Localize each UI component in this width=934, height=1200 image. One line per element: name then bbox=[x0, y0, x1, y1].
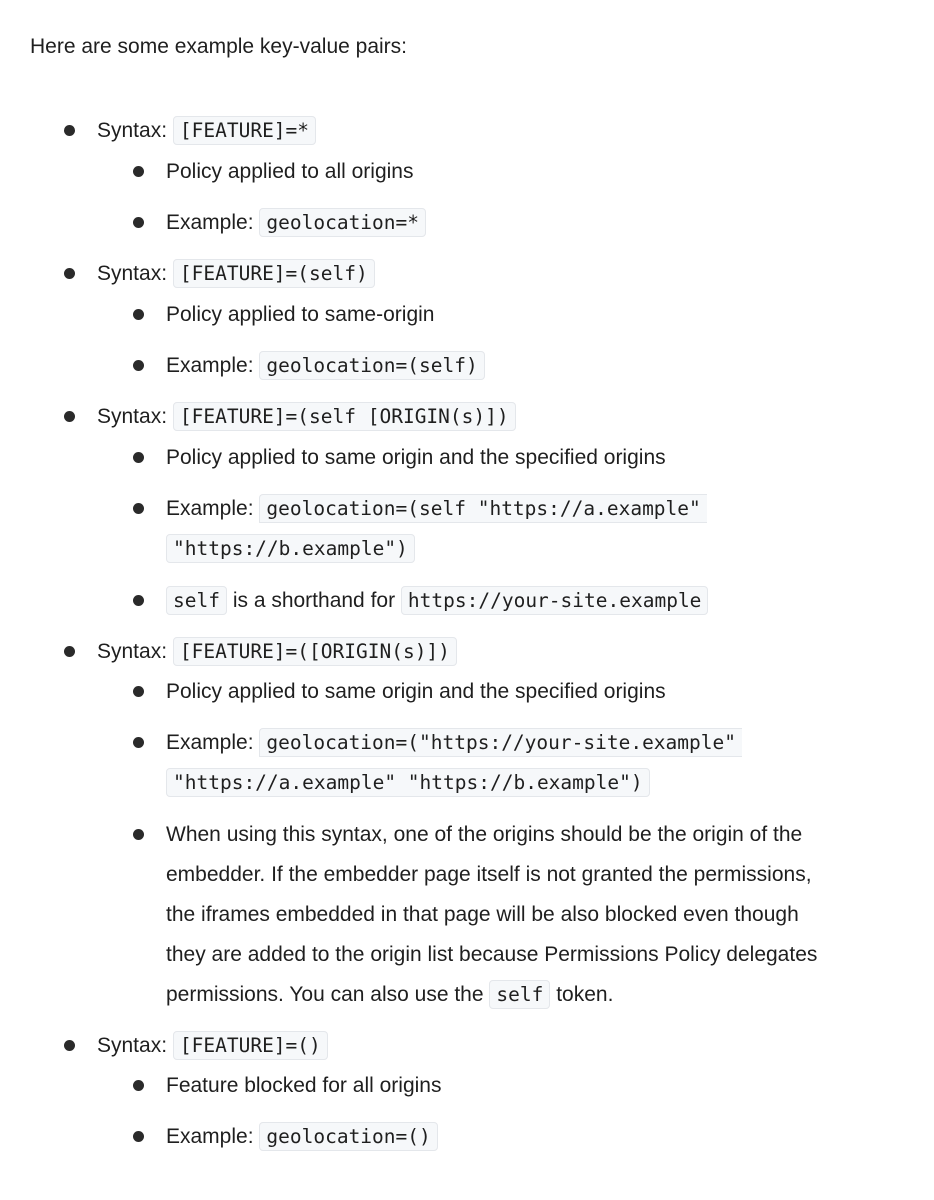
syntax-code: [FEATURE]=(self [ORIGIN(s)]) bbox=[173, 402, 516, 431]
description-line bbox=[166, 1071, 441, 1101]
syntax-line bbox=[97, 637, 457, 667]
syntax-label: Syntax: bbox=[97, 1034, 168, 1057]
syntax-line bbox=[97, 402, 516, 432]
paragraph-text: token. bbox=[556, 983, 614, 1006]
syntax-code: [FEATURE]=(self) bbox=[173, 259, 375, 288]
syntax-code: [FEATURE]=([ORIGIN(s)]) bbox=[173, 637, 457, 666]
bullet-icon bbox=[133, 737, 144, 748]
example-line bbox=[166, 351, 485, 381]
bullet-icon bbox=[133, 217, 144, 228]
example-line bbox=[166, 494, 707, 524]
bullet-icon bbox=[64, 411, 75, 422]
example-code: geolocation=* bbox=[259, 208, 426, 237]
example-line-continued bbox=[166, 768, 650, 798]
self-code: self bbox=[166, 586, 227, 615]
example-line bbox=[166, 1122, 438, 1152]
paragraph-text: the iframes embedded in that page will be also blocked even though bbox=[166, 903, 799, 926]
paragraph-line bbox=[166, 820, 802, 850]
syntax-code: [FEATURE]=* bbox=[173, 116, 316, 145]
description-text: Policy applied to same origin and the specified origins bbox=[166, 680, 666, 703]
description-line bbox=[166, 677, 666, 707]
example-code: geolocation=(self "https://a.example" bbox=[259, 494, 706, 523]
syntax-label: Syntax: bbox=[97, 119, 168, 142]
description-line bbox=[166, 157, 413, 187]
example-code: geolocation=(self) bbox=[259, 351, 484, 380]
description-text: Policy applied to same origin and the specified origins bbox=[166, 446, 666, 469]
site-code: https://your-site.example bbox=[401, 586, 709, 615]
example-label: Example: bbox=[166, 211, 254, 234]
syntax-label: Syntax: bbox=[97, 262, 168, 285]
example-label: Example: bbox=[166, 731, 254, 754]
paragraph-line bbox=[166, 860, 812, 890]
paragraph-line bbox=[166, 940, 817, 970]
description-text: Policy applied to all origins bbox=[166, 160, 414, 183]
example-label: Example: bbox=[166, 354, 254, 377]
paragraph-line bbox=[166, 900, 799, 930]
example-line-continued bbox=[166, 534, 415, 564]
example-code-continued: "https://b.example") bbox=[166, 534, 415, 563]
bullet-icon bbox=[133, 595, 144, 606]
description-text: Feature blocked for all origins bbox=[166, 1074, 442, 1097]
example-code: geolocation=("https://your-site.example" bbox=[259, 728, 742, 757]
bullet-icon bbox=[64, 1040, 75, 1051]
example-code: geolocation=() bbox=[259, 1122, 437, 1151]
paragraph-text: permissions. You can also use the bbox=[166, 983, 484, 1006]
shorthand-text: is a shorthand for bbox=[232, 589, 396, 612]
bullet-icon bbox=[133, 1080, 144, 1091]
shorthand-line bbox=[166, 586, 708, 616]
bullet-icon bbox=[133, 686, 144, 697]
syntax-code: [FEATURE]=() bbox=[173, 1031, 328, 1060]
self-code: self bbox=[489, 980, 550, 1009]
paragraph-text: When using this syntax, one of the origins should be the origin of the bbox=[166, 823, 803, 846]
paragraph-text: they are added to the origin list because Permissions Policy delegates bbox=[166, 943, 818, 966]
syntax-label: Syntax: bbox=[97, 405, 168, 428]
example-label: Example: bbox=[166, 1125, 254, 1148]
bullet-icon bbox=[64, 268, 75, 279]
description-text: Policy applied to same-origin bbox=[166, 303, 435, 326]
syntax-line bbox=[97, 116, 316, 146]
paragraph-line bbox=[166, 980, 613, 1010]
syntax-line bbox=[97, 1031, 328, 1061]
example-line bbox=[166, 208, 426, 238]
syntax-label: Syntax: bbox=[97, 640, 168, 663]
syntax-line bbox=[97, 259, 375, 289]
example-code-continued: "https://a.example" "https://b.example") bbox=[166, 768, 650, 797]
example-line bbox=[166, 728, 742, 758]
bullet-icon bbox=[133, 360, 144, 371]
bullet-icon bbox=[133, 829, 144, 840]
bullet-icon bbox=[133, 309, 144, 320]
bullet-icon bbox=[133, 1131, 144, 1142]
paragraph-text: embedder. If the embedder page itself is not granted the permissions, bbox=[166, 863, 812, 886]
description-line bbox=[166, 300, 434, 330]
bullet-icon bbox=[64, 125, 75, 136]
bullet-icon bbox=[133, 503, 144, 514]
bullet-icon bbox=[133, 452, 144, 463]
intro-text: Here are some example key-value pairs: bbox=[30, 35, 407, 58]
description-line bbox=[166, 443, 666, 473]
bullet-icon bbox=[133, 166, 144, 177]
example-label: Example: bbox=[166, 497, 254, 520]
bullet-icon bbox=[64, 646, 75, 657]
